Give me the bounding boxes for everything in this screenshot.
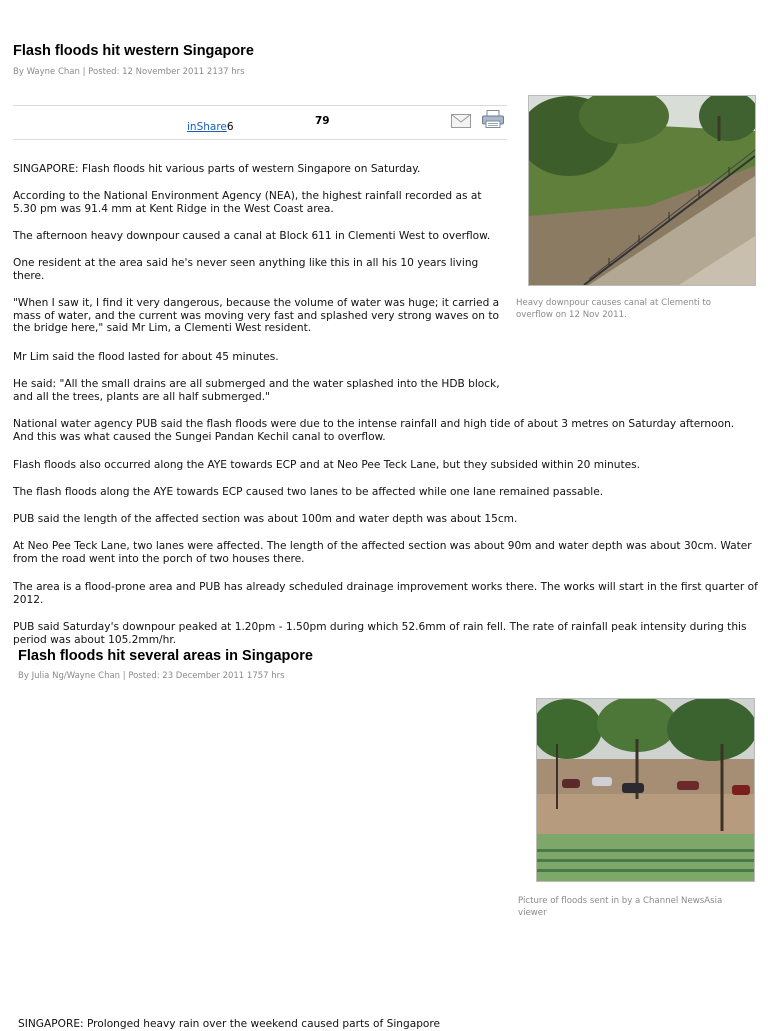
share-bar xyxy=(13,105,507,140)
article-paragraph: SINGAPORE: Flash floods hit various parts of western Singapore on Saturday. xyxy=(13,163,421,175)
article-paragraph: National water agency PUB said the flash floods were due to the intense rainfall and high tide of about 3 metres on Saturday afternoon. And this was what caused the Sungei Pandan Kechil canal to overflow. xyxy=(13,418,735,443)
article-paragraph: "When I saw it, I find it very dangerous, because the volume of water was huge; it carried a mass of water, and the current was moving very fast and splashed very strong waves on to the bridge here," said Mr Lim, a Clementi West resident. xyxy=(13,297,500,335)
article-paragraph: Flash floods also occurred along the AYE towards ECP and at Neo Pee Teck Lane, but they subsided within 20 minutes. xyxy=(13,459,640,471)
article-paragraph: According to the National Environment Agency (NEA), the highest rainfall recorded as at 5.30 pm was 91.4 mm at Kent Ridge in the West Coast area. xyxy=(13,190,482,215)
article-byline: By Wayne Chan | Posted: 12 November 2011 2137 hrs xyxy=(13,67,245,77)
email-icon[interactable] xyxy=(451,113,471,132)
article-paragraph: The area is a flood-prone area and PUB has already scheduled drainage improvement works there. The works will start in the first quarter of 2012. xyxy=(13,581,758,606)
inshare-count: 6 xyxy=(226,121,234,133)
photo-caption: Picture of floods sent in by a Channel NewsAsia viewer xyxy=(518,896,723,918)
article-paragraph: Mr Lim said the flood lasted for about 45 minutes. xyxy=(13,351,279,363)
article2-headline: Flash floods hit several areas in Singapore xyxy=(18,648,313,664)
canal-flood-image xyxy=(529,96,755,285)
article-paragraph: PUB said Saturday's downpour peaked at 1.20pm - 1.50pm during which 52.6mm of rain fell. The rate of rainfall peak intensity during this period was about 105.2mm/hr. xyxy=(13,621,747,646)
print-icon[interactable] xyxy=(482,110,504,132)
article2-photo-floods xyxy=(536,698,755,882)
inshare-widget[interactable] xyxy=(187,115,234,134)
article-headline: Flash floods hit western Singapore xyxy=(13,43,254,59)
article2-byline: By Julia Ng/Wayne Chan | Posted: 23 December 2011 1757 hrs xyxy=(18,671,285,681)
comment-count: 79 xyxy=(315,115,330,127)
article-paragraph: One resident at the area said he's never seen anything like this in all his 10 years living there. xyxy=(13,257,479,282)
article-paragraph: He said: "All the small drains are all submerged and the water splashed into the HDB block, and all the trees, plants are all half submerged." xyxy=(13,378,500,403)
article-paragraph: SINGAPORE: Prolonged heavy rain over the weekend caused parts of Singapore xyxy=(18,1018,441,1030)
article-photo-canal xyxy=(528,95,756,286)
article-paragraph: The afternoon heavy downpour caused a canal at Block 611 in Clementi West to overflow. xyxy=(13,230,491,242)
street-flood-image xyxy=(537,699,754,881)
article-paragraph: The flash floods along the AYE towards ECP caused two lanes to be affected while one lane remained passable. xyxy=(13,486,604,498)
inshare-link[interactable]: inShare xyxy=(187,121,227,133)
photo-caption: Heavy downpour causes canal at Clementi to overflow on 12 Nov 2011. xyxy=(516,298,712,320)
article-paragraph: PUB said the length of the affected section was about 100m and water depth was about 15cm. xyxy=(13,513,518,525)
article-paragraph: At Neo Pee Teck Lane, two lanes were affected. The length of the affected section was about 90m and water depth was about 30cm. Water from the road went into the porch of two houses there. xyxy=(13,540,752,565)
